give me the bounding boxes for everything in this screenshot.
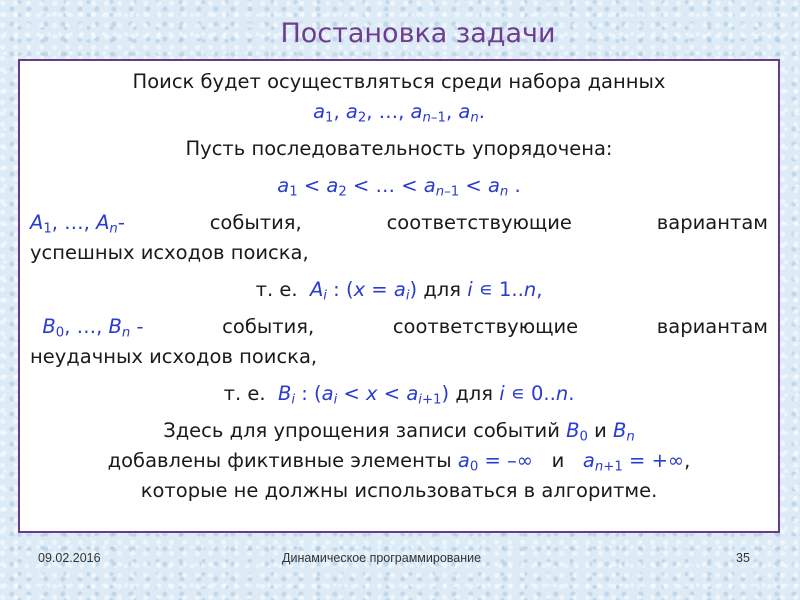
text-simplification: Здесь для упрощения записи событий: [163, 419, 560, 442]
text-and: и: [594, 419, 607, 442]
line-search-intro: Поиск будет осуществляться среди набора данных: [132, 70, 666, 93]
text-fictive: добавлены фиктивные элементы: [107, 449, 452, 472]
math-failure-def: $B_i$ : $(a_i < x < a_{i+1})$: [277, 382, 450, 408]
text-and: и: [551, 449, 565, 472]
line-simplification: [30, 416, 768, 446]
line-failure-events: [30, 312, 768, 342]
line-success-outcomes: успешных исходов поиска,: [30, 241, 309, 264]
math-success-range: i ∊ 1..n,: [467, 278, 543, 301]
line-success-events: [30, 208, 768, 238]
word-variants: вариантам: [656, 211, 768, 234]
word-events: события,: [222, 315, 315, 338]
math-a0: $a_0$ = –∞: [457, 449, 534, 475]
slide-title: Постановка задачи: [280, 18, 556, 49]
footer-page-number: 35: [736, 551, 750, 565]
content-panel: [18, 59, 780, 533]
math-success-def: $A_i$ : $(x = a_i)$: [309, 278, 418, 304]
math-failure-range: i ∊ 0..n.: [499, 382, 575, 405]
math-success-events: $A_1$, …, $A_n-$: [30, 211, 125, 237]
line-ordered: Пусть последовательность упорядочена:: [185, 137, 613, 160]
word-corresponding: соответствующие: [392, 315, 579, 338]
line-fictive-elements: добавлены фиктивные элементы $a_0$ = –∞ и $a_{n+1}$ = +∞,: [107, 449, 691, 475]
line-failure-outcomes: неудачных исходов поиска,: [30, 345, 318, 368]
math-bn: $B_n$: [613, 419, 635, 445]
text-for: для: [423, 278, 461, 301]
text-te: т. е.: [255, 278, 298, 301]
text-te: т. е.: [223, 382, 266, 405]
line-success-definition: [30, 275, 768, 305]
line-failure-definition: [30, 379, 768, 409]
formula-data-set: [30, 97, 768, 127]
word-corresponding: соответствующие: [386, 211, 572, 234]
word-events: события,: [209, 211, 302, 234]
math-failure-events: $B_0$, …, $B_n$ -: [42, 315, 144, 341]
math-an1: $a_{n+1}$ = +∞: [582, 449, 685, 475]
word-variants: вариантам: [656, 315, 768, 338]
footer-date: 09.02.2016: [38, 551, 101, 565]
math-b0: $B_0$: [566, 419, 588, 445]
text-for: для: [455, 382, 493, 405]
math-data-set: $a_1$, $a_2$, …, $a_{n-1}$, $a_n$.: [313, 100, 485, 126]
line-not-used: которые не должны использоваться в алгоритме.: [140, 479, 658, 502]
formula-ordering: $a_1 < a_2$ < … < $a_{n-1} < a_n$ .: [277, 174, 521, 200]
footer-topic: Динамическое программирование: [282, 551, 482, 565]
